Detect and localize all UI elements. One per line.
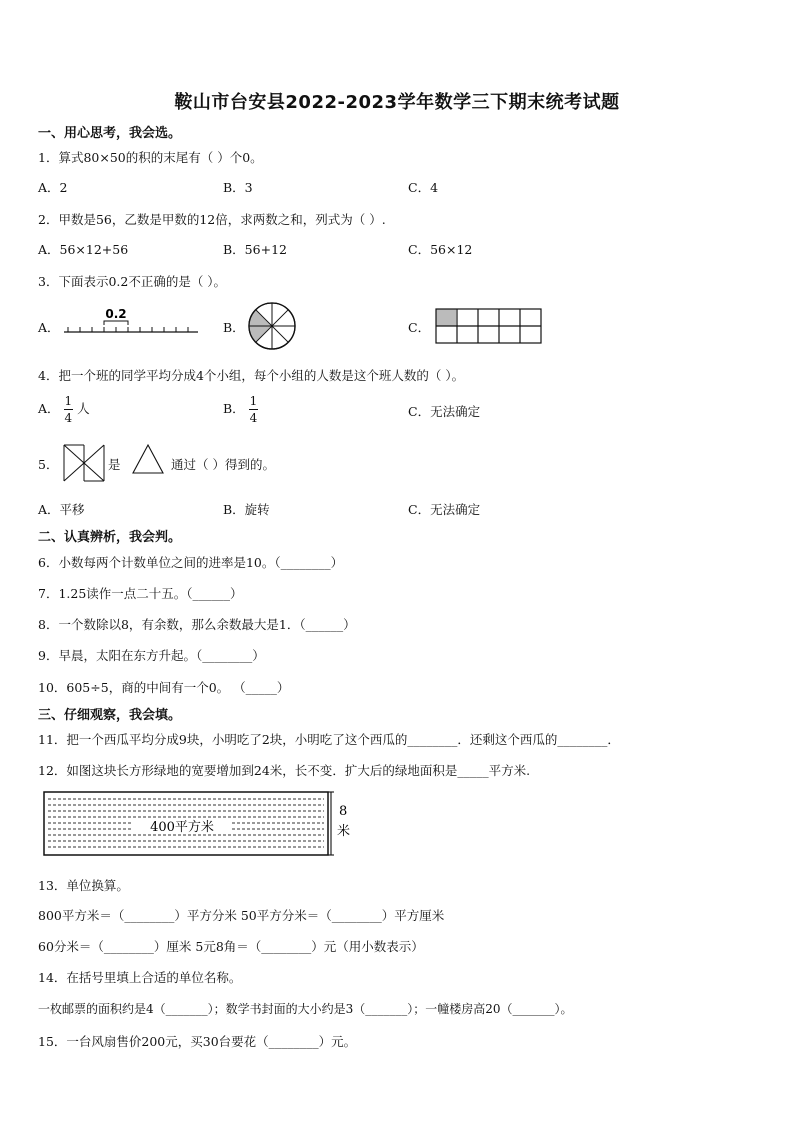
question-10: 10．605÷5，商的中间有一个0。 （_____） — [38, 680, 290, 695]
grid-figure — [434, 307, 544, 345]
question-6: 6．小数每两个计数单位之间的进率是10。（________） — [38, 555, 344, 570]
q4-option-a-suffix: 人 — [77, 401, 90, 416]
q5-option-b: B．旋转 — [223, 502, 270, 517]
question-4: 4．把一个班的同学平均分成4个小组，每个小组的人数是这个班人数的（ ）。 — [38, 368, 465, 383]
q2-option-b: B．56+12 — [223, 242, 287, 257]
q1-option-c: C．4 — [408, 180, 439, 195]
question-5-is: 是 — [108, 457, 121, 472]
width-label-number: 8 — [339, 804, 348, 819]
q1-option-b: B．3 — [223, 180, 253, 195]
question-13: 13．单位换算。 — [38, 878, 129, 893]
question-14-line: 一枚邮票的面积约是4（_______）；数学书封面的大小约是3（_______）；一幢楼房高20（_______）。 — [38, 1002, 573, 1016]
q5-option-c: C．无法确定 — [408, 502, 481, 517]
q1-option-a: A．2 — [38, 180, 68, 195]
question-5-number: 5． — [38, 457, 59, 472]
question-5-tail: 通过（ ）得到的。 — [171, 457, 275, 472]
question-12: 12．如图这块长方形绿地的宽要增加到24米，长不变．扩大后的绿地面积是_____平方米. — [38, 763, 531, 778]
q3-option-a: A． — [38, 320, 60, 335]
question-14: 14．在括号里填上合适的单位名称。 — [38, 970, 242, 985]
number-line-label: 0.2 — [105, 307, 127, 321]
question-7: 7．1.25读作一点二十五。（______） — [38, 586, 243, 601]
q4-option-b-letter: B． — [223, 401, 245, 416]
q5-option-a: A．平移 — [38, 502, 85, 517]
page-title: 鞍山市台安县2022-2023学年数学三下期末统考试题 — [174, 92, 620, 113]
q3-option-b: B． — [223, 320, 245, 335]
field-area-label: 400平方米 — [150, 820, 214, 835]
q4-option-b-fraction — [249, 395, 259, 424]
q2-option-c: C．56×12 — [408, 242, 473, 257]
question-13-line-1: 800平方米＝（________）平方分米 50平方分米＝（________）平方厘米 — [38, 908, 445, 923]
pie-figure — [247, 301, 297, 351]
question-8: 8．一个数除以8，有余数，那么余数最大是1．（______） — [38, 617, 356, 632]
section-heading-1: 一、用心思考，我会选。 — [38, 126, 182, 141]
section-heading-2: 二、认真辨析，我会判。 — [38, 530, 182, 545]
question-9: 9．早晨，太阳在东方升起。（________） — [38, 648, 265, 663]
q4-option-a-fraction — [64, 395, 74, 424]
question-1: 1．算式80×50的积的末尾有（ ）个0。 — [38, 150, 263, 165]
question-2: 2．甲数是56，乙数是甲数的12倍，求两数之和，列式为（ ）. — [38, 212, 386, 227]
section-heading-3: 三、仔细观察，我会填。 — [38, 708, 182, 723]
width-label-unit: 米 — [337, 824, 351, 839]
question-13-line-2: 60分米＝（________）厘米 5元8角＝（________）元（用小数表示） — [38, 939, 424, 954]
triangle-figure — [131, 443, 165, 475]
pinwheel-figure — [62, 443, 106, 483]
q4-option-c: C．无法确定 — [408, 404, 481, 419]
question-15: 15．一台风扇售价200元，买30台要花（________）元。 — [38, 1034, 357, 1049]
fraction-denominator: 4 — [249, 411, 258, 425]
q4-option-a — [38, 392, 90, 426]
number-line-figure — [62, 306, 200, 338]
fraction-denominator: 4 — [64, 411, 73, 425]
q4-option-b — [223, 392, 258, 426]
question-3: 3．下面表示0.2不正确的是（ ）。 — [38, 274, 227, 289]
rectangle-field-figure — [42, 789, 352, 859]
q3-option-c: C． — [408, 320, 431, 335]
q4-option-a-letter: A． — [38, 401, 60, 416]
fraction-numerator: 1 — [249, 394, 258, 408]
q2-option-a: A．56×12+56 — [38, 242, 129, 257]
question-11: 11．把一个西瓜平均分成9块，小明吃了2块，小明吃了这个西瓜的________．还剩这个西瓜的________． — [38, 732, 620, 747]
fraction-numerator: 1 — [64, 394, 73, 408]
